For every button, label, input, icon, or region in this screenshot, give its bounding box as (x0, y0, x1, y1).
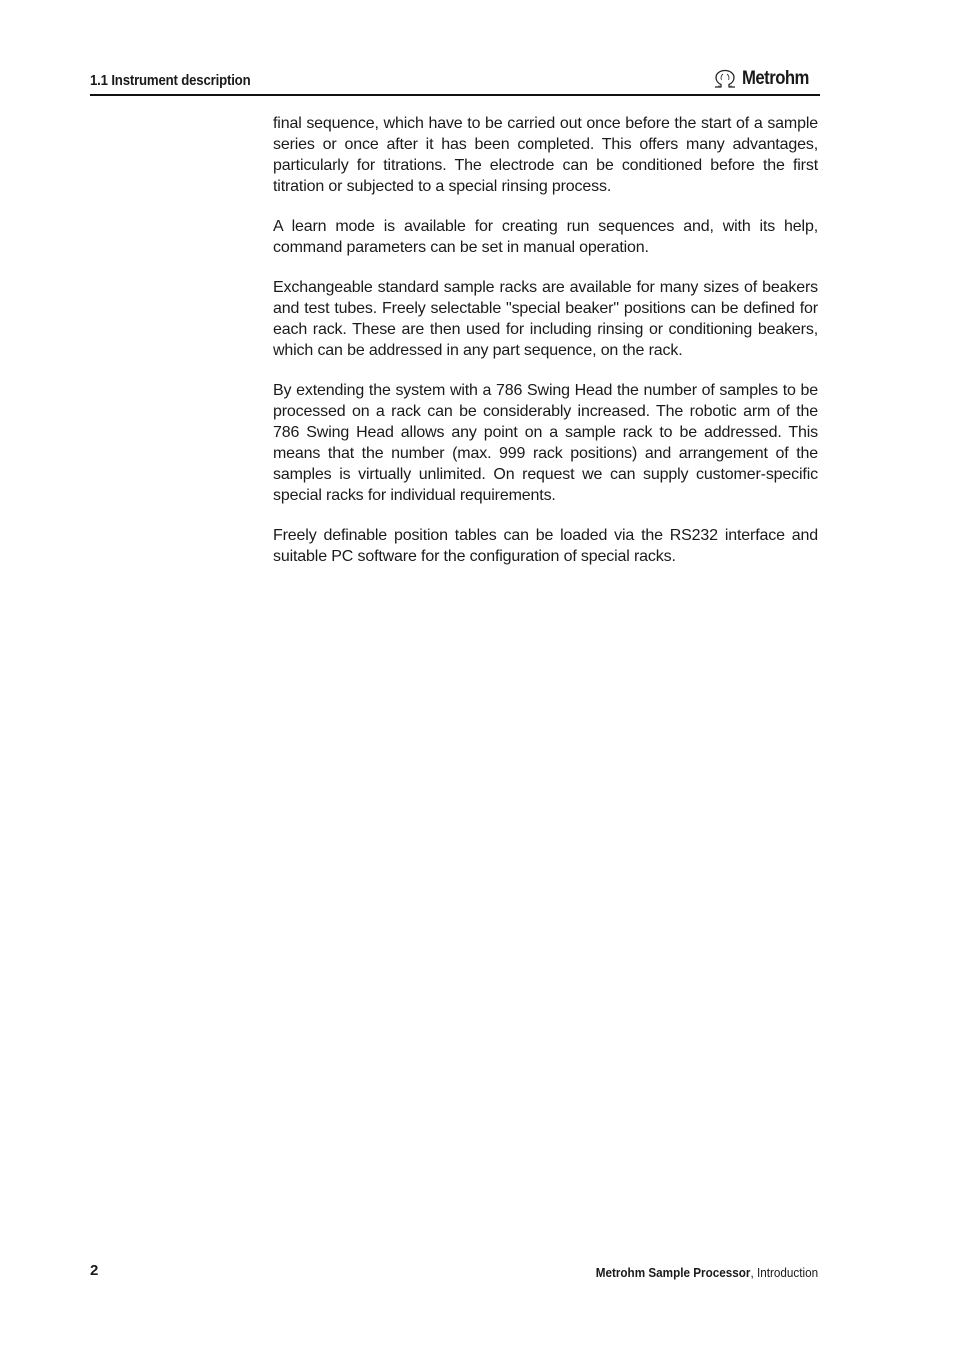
section-title: 1.1 Instrument description (90, 72, 251, 89)
document-title-bold: Metrohm Sample Processor (595, 1265, 751, 1280)
document-title-rest: , Introduction (750, 1265, 818, 1280)
paragraph: final sequence, which have to be carried out once before the start of a sample series or once after it has been completed. This offers many advantages, particularly for titrations. The electrode can be conditioned before the first titration or subjected to a special rinsing process. (273, 115, 818, 195)
brand-name: Metrohm (741, 68, 809, 89)
paragraph: Exchangeable standard sample racks are available for many sizes of beakers and test tubes. Freely selectable "special beaker" positions can be defined for each rack. These are then used for including rinsing or conditioning beakers, which can be addressed in any part sequence, on the rack. (273, 279, 818, 359)
paragraph: By extending the system with a 786 Swing Head the number of samples to be processed on a rack can be considerably increased. The robotic arm of the 786 Swing Head allows any point on a sample rack to be addressed. This means that the number (max. 999 rack positions) and arrangement of the samples is virtually unlimited. On request we can supply customer-specific special racks for individual requirements. (273, 382, 818, 504)
body-text (273, 113, 818, 586)
paragraph: Freely definable position tables can be loaded via the RS232 interface and suitable PC software for the configuration of special racks. (273, 527, 818, 565)
page-header (90, 64, 820, 96)
page-number: 2 (90, 1262, 99, 1279)
document-title (596, 1265, 818, 1280)
brand-logo (712, 68, 818, 90)
paragraph: A learn mode is available for creating run sequences and, with its help, command parameters can be set in manual operation. (273, 218, 818, 256)
metrohm-omega-logo-icon (712, 69, 738, 89)
